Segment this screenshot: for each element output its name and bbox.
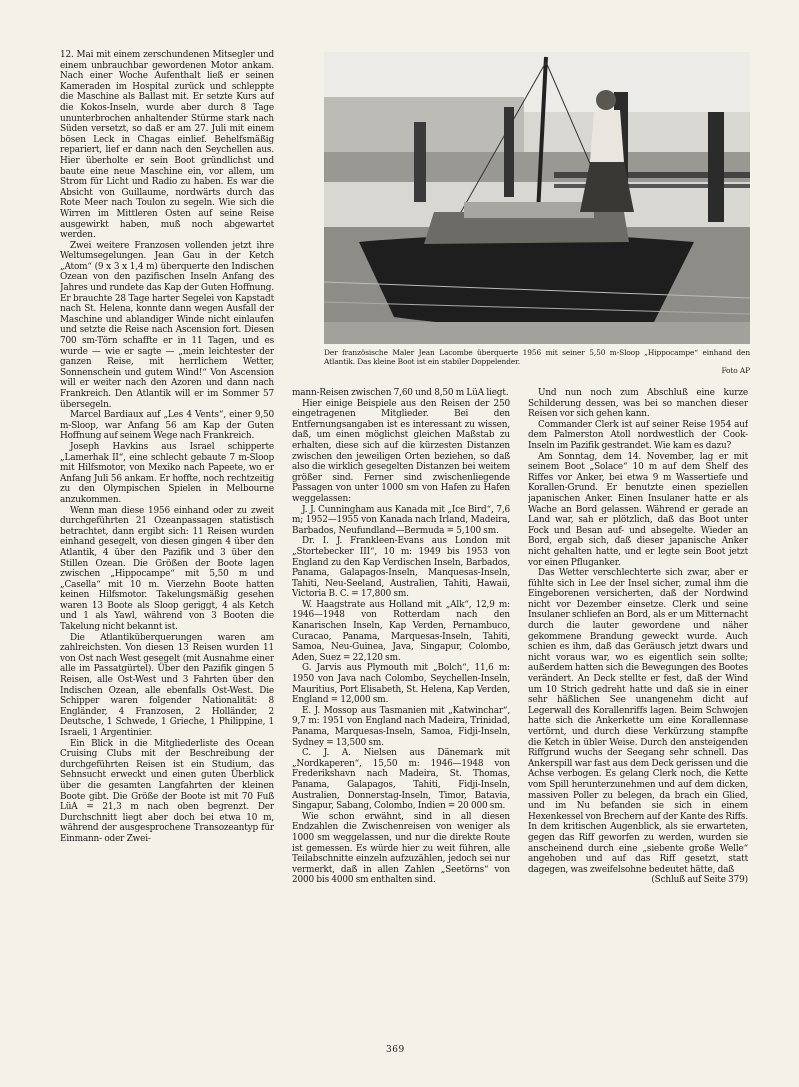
- paragraph: E. J. Mossop aus Tasmanien mit „Katwinchar“, 9,7 m: 1951 von England nach Madeira, Trinidad, Panama, Marquesas-Inseln, Samoa, Fidji-Inseln, Sydney = 13,500 sm.: [292, 705, 510, 748]
- paragraph: W. Haagstrate aus Holland mit „Alk“, 12,9 m: 1946—1948 von Rotterdam nach den Kanarischen Inseln, Kap Verden, Pernambuco, Curacao, Panama, Marquesas-Inseln, Tahiti, Samoa, Neu-Guinea, Java, Singapur, Colombo, Aden, Suez = 22,120 sm.: [292, 599, 510, 663]
- caption-text: Der französische Maler Jean Lacombe überquerte 1956 mit seiner 5,50 m-Sloop „Hippocampe“ einhand den Atlantik. Das kleine Boot ist ein stabiler Doppelender.: [324, 348, 750, 367]
- paragraph: Marcel Bardiaux auf „Les 4 Vents“, einer 9,50 m-Sloop, war Anfang 56 am Kap der Guten Hoffnung auf seinem Wege nach Frankreich.: [60, 410, 274, 442]
- text-column-right: [528, 388, 748, 1048]
- photo-caption: [324, 348, 750, 376]
- paragraph: Wenn man diese 1956 einhand oder zu zweit durchgeführten 21 Ozeanpassagen statistisch betrachtet, dann ergibt sich: 11 Reisen wurden einhand gesegelt, von diesen gingen 4 über den Atlantik, 4 über den Pazifik und 3 über den Stillen Ozean. Die Größen der Boote lagen zwischen „Hippocampe“ mit 5,50 m und „Casella“ mit 10 m. Vierzehn Boote hatten keinen Hilfsmotor. Takelungsmäßig gesehen waren 13 Boote als Sloop geriggt, 4 als Ketch und 1 als Yawl, während von 3 Booten die Takelung nicht bekannt ist.: [60, 505, 274, 633]
- paragraph: Zwei weitere Franzosen vollenden jetzt ihre Weltumsegelungen. Jean Gau in der Ketch „Atom“ (9 x 3 x 1,4 m) überquerte den Indischen Ozean von den pazifischen Inseln Anfang des Jahres und rundete das Kap der Guten Hoffnung. Er brauchte 28 Tage harter Segelei von Kapstadt nach St. Helena, konnte dann wegen Ausfall der Maschine und ablandiger Winde nicht einlaufen und setzte die Reise nach Ascension fort. Diesen 700 sm-Törn schaffte er in 11 Tagen, und es wurde — wie er sagte — „mein leichtester der ganzen Reise, mit herrlichem Wetter, Sonnenschein und gutem Wind!“ Von Ascension will er weiter nach den Azoren und dann nach Frankreich. Den Atlantik will er im Sommer 57 übersegeln.: [60, 240, 274, 410]
- paragraph: Commander Clerk ist auf seiner Reise 1954 auf dem Palmerston Atoll nordwestlich der Cook-Inseln im Pazifik gestrandet. Wie kam es dazu?: [528, 419, 748, 451]
- page-number: 369: [386, 1045, 405, 1055]
- paragraph: Die Atlantiküberquerungen waren am zahlreichsten. Von diesen 13 Reisen wurden 11 von Ost nach West gesegelt (mit Ausnahme einer alle im Passatgürtel). Über den Pazifik gingen 5 Reisen, alle Ost-West und 3 Fahrten über den Indischen Ozean, alle ebenfalls Ost-West. Die Schipper waren folgender Nationalität: 8 Engländer, 4 Franzosen, 2 Holländer, 2 Deutsche, 1 Schwede, 1 Grieche, 1 Philippine, 1 Israeli, 1 Argentinier.: [60, 632, 274, 738]
- paragraph: Ein Blick in die Mitgliederliste des Ocean Cruising Clubs mit der Beschreibung der durchgeführten Reisen ist ein Studium, das Sehnsucht erweckt und einen guten Überblick über die gesamten Langfahrten der kleinen Boote gibt. Die Größe der Boote ist mit 70 Fuß LüA = 21,3 m nach oben begrenzt. Der Durchschnitt liegt aber doch bei etwa 10 m, während der ausgesprochene Transozeantyp für Einmann- oder Zwei-: [60, 738, 274, 844]
- paragraph: G. Jarvis aus Plymouth mit „Bolch“, 11,6 m: 1950 von Java nach Colombo, Seychellen-Inseln, Mauritius, Port Elisabeth, St. Helena, Kap Verden, England = 12,000 sm.: [292, 663, 510, 706]
- paragraph: Wie schon erwähnt, sind in all diesen Endzahlen die Zwischenreisen von weniger als 1000 sm weggelassen, und nur die direkte Route ist gemessen. Es würde hier zu weit führen, alle Teilabschnitte einzeln aufzuzählen, jedoch sei nur vermerkt, daß in allen Zahlen „Seetörns“ von 2000 bis 4000 sm enthalten sind.: [292, 811, 510, 886]
- paragraph: Und nun noch zum Abschluß eine kurze Schilderung dessen, was bei so manchen dieser Reisen vor sich gehen kann.: [528, 388, 748, 420]
- paragraph: Hier einige Beispiele aus den Reisen der 250 eingetragenen Mitglieder. Bei den Entfernungsangaben ist es interessant zu wissen, daß, um einen möglichst gleichen Maßstab zu erhalten, diese sich auf die kürzesten Distanzen zwischen den jeweiligen Orten beziehen, so daß also die wirklich gesegelten Distanzen bei weitem größer sind. Ferner sind zwischenliegende Passagen von unter 1000 sm von Hafen zu Hafen weggelassen:: [292, 398, 510, 504]
- paragraph: Das Wetter verschlechterte sich zwar, aber er fühlte sich in Lee der Insel sicher, zumal ihm die Eingeborenen versicherten, daß der Nordwind nicht vor Dezember einsetze. Clerk und seine Insulaner schliefen an Bord, als er um Mitternacht durch die lauter gewordene und näher gekommene Brandung geweckt wurde. Auch schien es ihm, daß das Geräusch jetzt dwars und nicht voraus war, wo es eigentlich sein sollte; außerdem hatten sich die Bewegungen des Bootes verändert. An Deck stellte er fest, daß der Wind um 10 Strich gedreht hatte und daß sie in einer sehr häßlichen See unangenehm dicht auf Legerwall des Korallenriffs lagen. Beim Schwojen hatte sich die Ankerkette um eine Korallennase vertörnt, und durch diese Verkürzung stampfte die Ketch in übler Weise. Durch den ansteigenden Riffgrund wuchs der Seegang sehr schnell. Das Ankerspill war fast aus dem Deck gerissen und die Achse verbogen. Es gelang Clerk noch, die Kette vom Spill herunterzunehmen und auf dem dicken, massiven Poller zu belegen, da brach ein Glied, und im Nu befanden sie sich in einem Hexenkessel von Brechern auf der Kante des Riffs. In dem kritischen Augenblick, als sie erwarteten, gegen das Riff geworfen zu werden, wurden sie anscheinend durch eine „siebente große Welle“ angehoben und auf das Riff gesetzt, statt dagegen, was zweifelsohne bedeutet hätte, daß: [528, 568, 748, 875]
- paragraph: 12. Mai mit einem zerschundenen Mitsegler und einem unbrauchbar gewordenen Motor ankam. Nach einer Woche Aufenthalt ließ er seinen Kameraden im Hospital zurück und schleppte die Maschine als Ballast mit. Er setzte Kurs auf die Kokos-Inseln, wurde aber durch 8 Tage ununterbrochen anhaltender Stürme stark nach Süden versetzt, so daß er am 27. Juli mit einem bösen Leck in Chagas einlief. Behelfsmäßig repariert, lief er dann nach den Seychellen aus. Hier überholte er sein Boot gründlichst und baute eine neue Maschine ein, vor allem, um Strom für Licht und Radio zu haben. Es war die Absicht von Guillaume, nordwärts durch das Rote Meer nach Toulon zu segeln. Wie sich die Wirren im Mittleren Osten auf seine Reise ausgewirkt haben, muß noch abgewartet werden.: [60, 50, 274, 241]
- paragraph: C. J. A. Nielsen aus Dänemark mit „Nordkaperen“, 15,50 m: 1946—1948 von Frederikshavn nach Madeira, St. Thomas, Panama, Galapagos, Tahiti, Fidji-Inseln, Australien, Donnerstag-Inseln, Timor, Batavia, Singapur, Sabang, Colombo, Indien = 20 000 sm.: [292, 748, 510, 812]
- boat-photo-illustration: [324, 52, 750, 344]
- paragraph: Am Sonntag, dem 14. November, lag er mit seinem Boot „Solace“ 10 m auf dem Shelf des Riffes vor Anker, bei etwa 9 m Wassertiefe und Korallen-Grund. Er benutzte einen speziellen japanischen Anker. Einen Insulaner hatte er als Wache an Bord gelassen. Während er gerade an Land war, sah er plötzlich, daß das Boot unter Fock und Besan auf- und absegelte. Wieder an Bord, ergab sich, daß dieser japanische Anker nicht gehalten hatte, und er legte sein Boot jetzt vor einen Pfluganker.: [528, 451, 748, 568]
- continuation-note: (Schluß auf Seite 379): [651, 875, 748, 886]
- paragraph: Dr. I. J. Frankleen-Evans aus London mit „Stortebecker III“, 10 m: 1949 bis 1953 von England zu den Kap Verdischen Inseln, Barbados, Panama, Galapagos-Inseln, Manquesas-Inseln, Tahiti, Neu-Seeland, Australien, Tahiti, Hawaii, Victoria B. C. = 17,800 sm.: [292, 536, 510, 600]
- paragraph: Joseph Havkins aus Israel schipperte „Lamerhak II“, eine schlecht gebaute 7 m-Sloop mit Hilfsmotor, von Mexiko nach Papeete, wo er Anfang Juli 56 ankam. Er hoffte, noch rechtzeitig zu den Olympischen Spielen in Melbourne anzukommen.: [60, 441, 274, 505]
- paragraph: mann-Reisen zwischen 7,60 und 8,50 m LüA liegt.: [292, 388, 509, 398]
- text-column-left: [60, 50, 274, 1045]
- photo-credit: Foto AP: [721, 366, 750, 376]
- paragraph: J. J. Cunningham aus Kanada mit „Ice Bird“, 7,6 m; 1952—1955 von Kanada nach Irland, Madeira, Barbados, Neufundland—Bermuda = 5,100 sm.: [292, 504, 510, 536]
- sailboat-photo: [324, 52, 750, 344]
- text-column-middle: [292, 388, 510, 1040]
